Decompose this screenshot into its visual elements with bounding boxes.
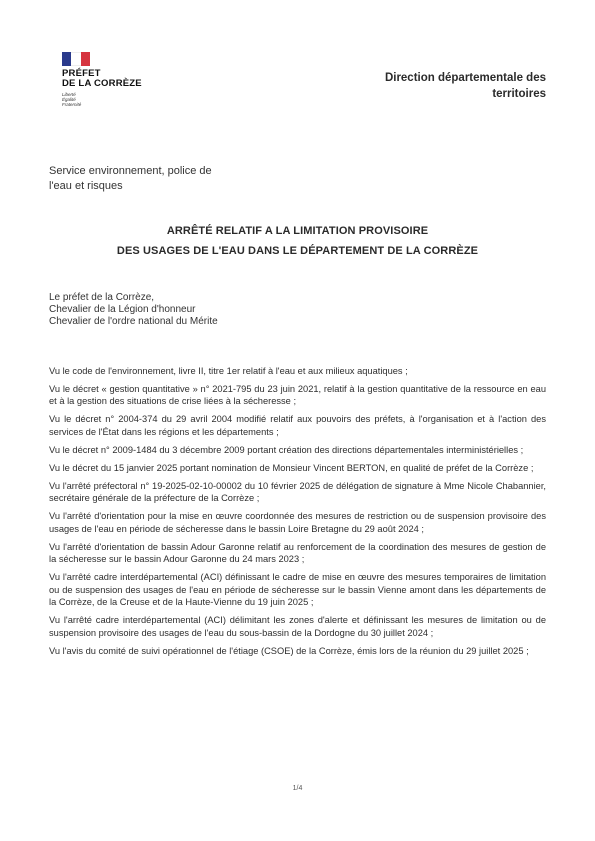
motto-egalite: Égalité: [62, 97, 76, 102]
prefet-line-3: Chevalier de l'ordre national du Mérite: [49, 316, 218, 327]
page-number: 1/4: [292, 785, 303, 792]
direction-heading: [385, 70, 546, 102]
service-name: [49, 164, 212, 194]
prefecture-logo: [62, 52, 172, 107]
title-line-2: DES USAGES DE L'EAU DANS LE DÉPARTEMENT DE LA CORRÈZE: [116, 245, 479, 257]
marianne-flag-icon: [62, 52, 90, 66]
visa-paragraph: Vu le décret n° 2009-1484 du 3 décembre 2009 portant création des directions départementales interministérielles ;: [49, 444, 524, 455]
motto-liberte: Liberté: [62, 92, 76, 97]
visa-paragraph: Vu l'arrêté d'orientation pour la mise en œuvre coordonnée des mesures de restriction ou de suspension provisoire des usages de l'eau en période de sécheresse dans le bassin Loire Bretagne du 29 août 2024 ;: [49, 511, 546, 534]
prefet-line-1: Le préfet de la Corrèze,: [49, 292, 155, 303]
prefet-titles: [49, 292, 218, 328]
visa-paragraph: Vu l'arrêté préfectoral n° 19-2025-02-10-00002 du 10 février 2025 de délégation de signature à Mme Nicole Chabannier, secrétaire générale de la préfecture de la Corrèze ;: [49, 480, 546, 504]
visa-paragraph: Vu l'arrêté cadre interdépartemental (ACI) définissant le cadre de mise en œuvre des mesures temporaires de limitation ou de suspension des usages de l'eau en période de sécheresse sur le bassin Vienne amont dans les départements de la Corrèze, de la Creuse et de la Haute-Vienne du 19 juin 2025 ;: [49, 572, 546, 608]
title-line-1: ARRÊTÉ RELATIF A LA LIMITATION PROVISOIRE: [166, 225, 429, 237]
visa-paragraph: Vu le décret du 15 janvier 2025 portant nomination de Monsieur Vincent BERTON, en qualité de préfet de la Corrèze ;: [49, 462, 534, 473]
motto-fraternite: Fraternité: [62, 102, 82, 107]
direction-line-1: Direction départementale des: [384, 72, 546, 84]
direction-line-2: territoires: [492, 88, 546, 100]
service-line-1: Service environnement, police de: [49, 165, 212, 177]
visas-list: [49, 365, 546, 663]
prefet-line-2: Chevalier de la Légion d'honneur: [49, 304, 196, 315]
visa-paragraph: Vu le décret n° 2004-374 du 29 avril 2004 modifié relatif aux pouvoirs des préfets, à l'organisation et à l'action des services de l'État dans les régions et les départements ;: [49, 414, 546, 437]
visa-paragraph: Vu le décret « gestion quantitative » n° 2021-795 du 23 juin 2021, relatif à la gestion quantitative de la ressource en eau et à la gestion des situations de crise liées à la sécheresse ;: [49, 383, 546, 407]
visa-paragraph: Vu l'avis du comité de suivi opérationnel de l'étiage (CSOE) de la Corrèze, émis lors de la réunion du 29 juillet 2025 ;: [49, 645, 529, 656]
republic-motto: [62, 92, 172, 107]
visa-paragraph: Vu le code de l'environnement, livre II, titre 1er relatif à l'eau et aux milieux aquatiques ;: [49, 366, 408, 376]
document-title: [0, 221, 595, 261]
logo-line-prefet: PRÉFET: [62, 68, 101, 79]
visa-paragraph: Vu l'arrêté d'orientation de bassin Adour Garonne relatif au renforcement de la coordination des mesures de gestion de la sécheresse sur le bassin Adour Garonne du 24 mars 2023 ;: [49, 541, 546, 565]
service-line-2: l'eau et risques: [49, 180, 123, 192]
logo-line-correze: DE LA CORRÈZE: [62, 78, 142, 89]
visa-paragraph: Vu l'arrêté cadre interdépartemental (ACI) délimitant les zones d'alerte et définissant les mesures de limitation ou de suspension provisoire des usages de l'eau du sous-bassin de la Dordogne du 30 juillet 2024 ;: [49, 615, 546, 638]
